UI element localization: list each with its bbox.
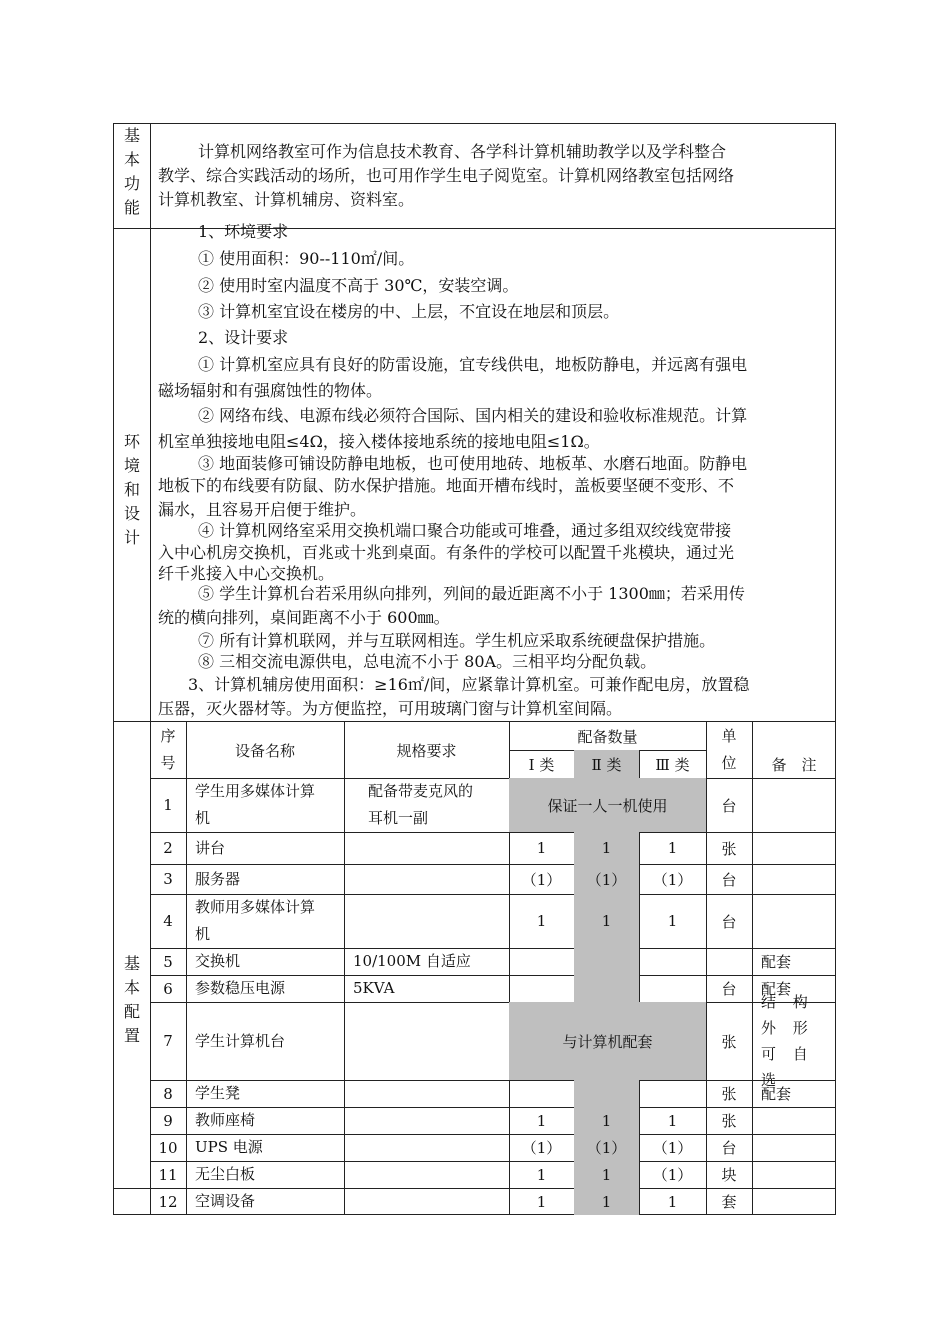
row-unit: 套 — [721, 1193, 737, 1211]
row-qty-c3: （1） — [652, 1166, 693, 1184]
row-spec — [344, 1002, 509, 1080]
row-unit: 块 — [721, 1166, 737, 1184]
row-unit: 张 — [721, 839, 737, 858]
row-number: 1 — [163, 796, 173, 814]
row-spec — [344, 948, 509, 975]
row-spec — [344, 832, 509, 864]
header-qty: 配备数量 — [577, 727, 638, 746]
env-design-line: ③ 地面装修可铺设防静电地板，也可使用地砖、地板革、水磨石地面。防静电 — [198, 454, 748, 473]
env-design-line: 统的横向排列，桌间距离不小于 600㎜。 — [158, 608, 450, 627]
row-qty-c2: （1） — [586, 1139, 627, 1157]
row-spec — [344, 1080, 509, 1107]
equipment-name-line: 学生凳 — [195, 1084, 241, 1102]
row-number: 8 — [163, 1084, 173, 1103]
row-spec — [344, 1107, 509, 1134]
row-unit: 台 — [721, 912, 737, 931]
row-spec — [344, 1134, 509, 1161]
row-unit: 台 — [721, 870, 737, 889]
env-design-line: ⑧ 三相交流电源供电，总电流不小于 80A。三相平均分配负载。 — [198, 652, 657, 671]
row-number: 6 — [163, 979, 173, 998]
row-qty-c3: （1） — [652, 870, 693, 889]
equipment-name-line: 学生用多媒体计算 — [195, 782, 316, 800]
equipment-name-line: 空调设备 — [195, 1192, 256, 1210]
row-number: 5 — [163, 952, 173, 971]
env-design-line: ⑤ 学生计算机台若采用纵向排列，列间的最近距离不小于 1300㎜；若采用传 — [198, 584, 745, 603]
env-design-line: 入中心机房交换机，百兆或十兆到桌面。有条件的学校可以配置千兆模块，通过光 — [158, 543, 735, 562]
row-unit: 张 — [721, 1112, 737, 1130]
row-remark — [752, 1161, 836, 1188]
row-number: 3 — [163, 870, 173, 888]
row-remark — [752, 1107, 836, 1134]
header-class1: Ⅰ 类 — [528, 755, 555, 774]
spec-line: 耳机一副 — [368, 809, 429, 827]
row-qty-c1: 1 — [536, 1165, 547, 1184]
equipment-name-line: UPS 电源 — [195, 1138, 263, 1156]
row-spec — [344, 864, 509, 894]
row-qty-c2 — [574, 1080, 639, 1107]
grid-hline — [113, 1188, 150, 1189]
env-design-line: 压器，灭火器材等。为方便监控，可用玻璃门窗与计算机室间隔。 — [158, 699, 623, 718]
row-remark — [752, 778, 836, 832]
equipment-name-line: 讲台 — [195, 838, 226, 857]
row-qty-c2 — [574, 948, 639, 975]
env-design-line: ① 使用面积：90--110㎡/间。 — [198, 249, 415, 268]
row-qty-c1: 1 — [536, 1111, 547, 1130]
row-equipment-name — [186, 1161, 344, 1188]
equipment-name-line: 交换机 — [195, 952, 241, 970]
row-merged-qty: 与计算机配套 — [562, 1032, 653, 1051]
row-qty-c3: 1 — [667, 839, 678, 857]
equipment-name-line: 无尘白板 — [195, 1165, 256, 1183]
row-unit: 台 — [721, 980, 737, 998]
row-equipment-name — [186, 864, 344, 894]
env-design-line: 纤千兆接入中心交换机。 — [158, 564, 335, 583]
row-qty-c1 — [509, 1080, 574, 1107]
spec-line: 5KVA — [353, 979, 395, 997]
header-name: 设备名称 — [234, 741, 295, 760]
equipment-name-line: 机 — [195, 925, 211, 943]
row-unit: 张 — [721, 1032, 737, 1051]
row-remark — [752, 864, 836, 894]
env-design-line: 机室单独接地电阻≤4Ω，接入楼体接地系统的接地电阻≤1Ω。 — [158, 432, 600, 451]
row-equipment-name — [186, 1107, 344, 1134]
row-remark: 配套 — [761, 980, 792, 998]
row-number: 12 — [158, 1192, 178, 1211]
row-remark — [752, 894, 836, 948]
row-number: 7 — [163, 1032, 173, 1050]
header-class3: Ⅲ 类 — [655, 755, 690, 774]
env-design-line: 地板下的布线要有防鼠、防水保护措施。地面开槽布线时，盖板要坚硬不变形、不 — [158, 476, 735, 495]
row-equipment-name — [186, 1002, 344, 1080]
row-equipment-name — [186, 1134, 344, 1161]
row-equipment-name — [186, 975, 344, 1002]
row-qty-c3: 1 — [667, 1111, 678, 1130]
env-design-line: ② 网络布线、电源布线必须符合国际、国内相关的建设和验收标准规范。计算 — [198, 406, 748, 425]
env-design-line: ⑦ 所有计算机联网，并与互联网相连。学生机应采取系统硬盘保护措施。 — [198, 631, 716, 650]
equipment-name-line: 机 — [195, 809, 211, 827]
header-class2: Ⅱ 类 — [591, 755, 622, 774]
row-qty-c3 — [639, 1080, 706, 1107]
row-qty-c3: 1 — [667, 1192, 678, 1211]
row-number: 10 — [158, 1138, 178, 1157]
row-qty-c2: 1 — [601, 1192, 612, 1211]
row-remark: 配套 — [761, 1085, 792, 1103]
row-spec — [344, 778, 509, 832]
row-spec — [344, 1188, 509, 1215]
row-remark — [752, 1188, 836, 1215]
row-equipment-name — [186, 948, 344, 975]
header-seq: 序 号 — [160, 727, 176, 772]
header-remark: 备 注 — [771, 755, 817, 774]
equipment-name-line: 服务器 — [195, 869, 241, 888]
row-qty-c1 — [509, 948, 574, 975]
equipment-name-line: 教师座椅 — [195, 1111, 256, 1129]
row-qty-c2: （1） — [586, 870, 627, 889]
env-design-line: ③ 计算机室宜设在楼房的中、上层，不宜设在地层和顶层。 — [198, 302, 620, 321]
env-design-line: 3、计算机辅房使用面积：≥16㎡/间，应紧靠计算机室。可兼作配电房，放置稳 — [188, 675, 750, 694]
row-qty-c3 — [639, 948, 706, 975]
row-spec — [344, 1161, 509, 1188]
env-design-line: 漏水，且容易开启便于维护。 — [158, 500, 367, 519]
row-qty-c1: 1 — [536, 912, 547, 930]
row-spec — [344, 975, 509, 1002]
equipment-name-line: 参数稳压电源 — [195, 979, 286, 997]
row-number: 4 — [163, 912, 173, 930]
row-qty-c1: 1 — [536, 1192, 547, 1211]
row-number: 9 — [163, 1111, 173, 1130]
spec-line: 10/100M 自适应 — [353, 952, 471, 970]
row-remark: 配套 — [761, 953, 792, 971]
row-equipment-name — [186, 1080, 344, 1107]
env-design-label: 环 境 和 设 计 — [123, 432, 140, 547]
env-design-line: 2、设计要求 — [198, 328, 289, 347]
row-qty-c2: 1 — [601, 1111, 612, 1130]
env-design-line: ① 计算机室应具有良好的防雷设施，宜专线供电，地板防静电，并远离有强电 — [198, 355, 748, 374]
row-number: 2 — [163, 839, 173, 857]
row-equipment-name — [186, 832, 344, 864]
row-qty-c3: （1） — [652, 1139, 693, 1157]
basic-config-label: 基 本 配 置 — [123, 954, 140, 1045]
row-merged-qty: 保证一人一机使用 — [547, 796, 668, 815]
row-remark — [752, 832, 836, 864]
equipment-name-line: 教师用多媒体计算 — [195, 898, 316, 916]
env-design-line: 磁场辐射和有强腐蚀性的物体。 — [158, 381, 383, 400]
env-design-line: ④ 计算机网络室采用交换机端口聚合功能或可堆叠，通过多组双绞线宽带接 — [198, 521, 732, 540]
header-spec: 规格要求 — [396, 741, 457, 760]
row-unit: 台 — [721, 796, 737, 815]
row-qty-c3 — [639, 975, 706, 1002]
row-equipment-name — [186, 894, 344, 948]
row-equipment-name — [186, 1188, 344, 1215]
row-unit: 台 — [721, 1139, 737, 1157]
basic-function-text: 计算机网络教室可作为信息技术教育、各学科计算机辅助教学以及学科整合 教学、综合实践活动的场所，也可用作学生电子阅览室。计算机网络教室包括网络 计算机教室、计算机辅房、资料室。 — [158, 142, 735, 209]
env-design-line: 1、环境要求 — [198, 222, 289, 241]
equipment-name-line: 学生计算机台 — [195, 1031, 286, 1050]
row-qty-c2: 1 — [601, 912, 612, 930]
header-unit: 单 位 — [721, 727, 737, 772]
row-number: 11 — [158, 1165, 178, 1184]
row-qty-c2 — [574, 975, 639, 1002]
row-unit — [706, 948, 752, 975]
row-qty-c2: 1 — [601, 1165, 612, 1184]
row-qty-c2: 1 — [601, 839, 612, 857]
row-qty-c1: （1） — [521, 1139, 562, 1157]
row-remark — [752, 1134, 836, 1161]
row-equipment-name — [186, 778, 344, 832]
env-design-line: ② 使用时室内温度不高于 30℃，安装空调。 — [198, 276, 519, 295]
basic-function-label: 基 本 功 能 — [123, 126, 140, 217]
row-qty-c1: 1 — [536, 839, 547, 857]
row-qty-c1: （1） — [521, 870, 562, 889]
row-unit: 张 — [721, 1085, 737, 1103]
row-spec — [344, 894, 509, 948]
row-qty-c3: 1 — [667, 912, 678, 930]
spec-line: 配备带麦克风的 — [368, 782, 474, 800]
row-remark: 结 构 外 形 可 自 选 — [761, 993, 814, 1089]
row-qty-c1 — [509, 975, 574, 1002]
